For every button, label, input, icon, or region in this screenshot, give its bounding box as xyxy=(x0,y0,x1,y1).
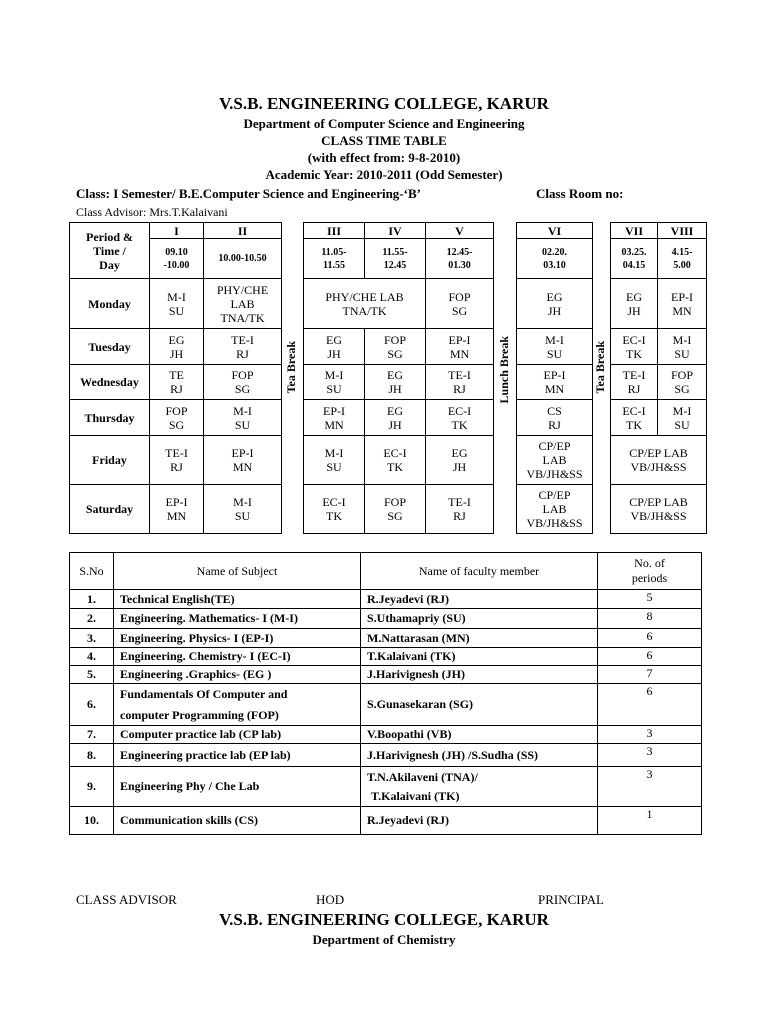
day-row xyxy=(70,436,707,485)
college-title-footer: V.S.B. ENGINEERING COLLEGE, KARUR xyxy=(219,910,549,929)
table-row: 7. Computer practice lab (CP lab) V.Boopathi (VB) 3 xyxy=(70,726,702,744)
day-name: Friday xyxy=(70,436,150,485)
slot: EC-I TK xyxy=(611,400,658,436)
slot: EC-I TK xyxy=(304,485,365,534)
period-header: VII xyxy=(611,223,658,239)
class-room: Class Room no: xyxy=(536,186,624,201)
table-row: 5. Engineering .Graphics- (EG ) J.Harivignesh (JH) 7 xyxy=(70,666,702,684)
slot: PHY/CHE LAB TNA/TK xyxy=(204,279,282,329)
slot: M-I SU xyxy=(658,400,707,436)
slot: PHY/CHE LAB TNA/TK xyxy=(304,279,426,329)
period-header: VIII xyxy=(658,223,707,239)
slot: TE-I RJ xyxy=(611,365,658,400)
day-name: Tuesday xyxy=(70,329,150,365)
slot: EG JH xyxy=(365,365,426,400)
slot: FOP SG xyxy=(426,279,494,329)
slot: EP-I MN xyxy=(658,279,707,329)
slot: EG JH xyxy=(365,400,426,436)
slot: EP-I MN xyxy=(304,400,365,436)
slot: EG JH xyxy=(150,329,204,365)
timetable xyxy=(69,222,707,534)
header-subject: Name of Subject xyxy=(114,553,361,590)
day-name: Monday xyxy=(70,279,150,329)
period-header: IV xyxy=(365,223,426,239)
table-row: 9. Engineering Phy / Che Lab T.N.Akilaveni (TNA)/ T.Kalaivani (TK) 3 xyxy=(70,767,702,807)
period-header: II xyxy=(204,223,282,239)
signature-principal: PRINCIPAL xyxy=(538,892,604,907)
slot: M-I SU xyxy=(150,279,204,329)
slot: CP/EP LAB VB/JH&SS xyxy=(611,485,707,534)
slot: CP/EP LAB VB/JH&SS xyxy=(517,436,593,485)
slot: FOP SG xyxy=(365,485,426,534)
slot: EP-I MN xyxy=(204,436,282,485)
table-row: 10. Communication skills (CS) R.Jeyadevi (RJ) 1 xyxy=(70,807,702,835)
day-row xyxy=(70,485,707,534)
period-time: 09.10 -10.00 xyxy=(150,239,204,279)
slot: TE-I RJ xyxy=(150,436,204,485)
header-periods: No. of periods xyxy=(598,553,702,590)
document-title: CLASS TIME TABLE xyxy=(321,133,447,148)
slot: EG JH xyxy=(517,279,593,329)
slot: EP-I MN xyxy=(426,329,494,365)
table-row: 8. Engineering practice lab (EP lab) J.Harivignesh (JH) /S.Sudha (SS) 3 xyxy=(70,744,702,767)
period-header: I xyxy=(150,223,204,239)
period-header: III xyxy=(304,223,365,239)
class-info: Class: I Semester/ B.E.Computer Science and Engineering-‘B’ xyxy=(76,186,421,201)
slot: CP/EP LAB VB/JH&SS xyxy=(517,485,593,534)
department-chemistry: Department of Chemistry xyxy=(312,932,456,947)
slot: M-I SU xyxy=(304,436,365,485)
slot: FOP SG xyxy=(365,329,426,365)
lunch-break-label: Lunch Break xyxy=(497,335,511,403)
tea-break-column xyxy=(282,223,304,534)
college-title: V.S.B. ENGINEERING COLLEGE, KARUR xyxy=(219,94,549,113)
period-time: 11.05- 11.55 xyxy=(304,239,365,279)
slot: M-I SU xyxy=(204,400,282,436)
slot: M-I SU xyxy=(658,329,707,365)
slot: TE RJ xyxy=(150,365,204,400)
header-sno: S.No xyxy=(70,553,114,590)
slot: EG JH xyxy=(304,329,365,365)
signature-hod: HOD xyxy=(316,892,345,907)
day-name: Saturday xyxy=(70,485,150,534)
slot: CP/EP LAB VB/JH&SS xyxy=(611,436,707,485)
day-row xyxy=(70,279,707,329)
subject-table xyxy=(69,552,702,835)
period-header: V xyxy=(426,223,494,239)
slot: EP-I MN xyxy=(517,365,593,400)
slot: EC-I TK xyxy=(426,400,494,436)
period-time: 03.25. 04.15 xyxy=(611,239,658,279)
slot: TE-I RJ xyxy=(426,485,494,534)
slot: M-I SU xyxy=(304,365,365,400)
day-name: Thursday xyxy=(70,400,150,436)
slot: EP-I MN xyxy=(150,485,204,534)
day-row xyxy=(70,400,707,436)
period-time: 12.45- 01.30 xyxy=(426,239,494,279)
header-faculty: Name of faculty member xyxy=(361,553,598,590)
day-row xyxy=(70,329,707,365)
signature-class-advisor: CLASS ADVISOR xyxy=(76,892,177,907)
class-advisor: Class Advisor: Mrs.T.Kalaivani xyxy=(76,205,228,219)
slot: FOP SG xyxy=(204,365,282,400)
period-time: 10.00-10.50 xyxy=(204,239,282,279)
tea-break-label: Tea Break xyxy=(284,340,298,393)
department-name: Department of Computer Science and Engineering xyxy=(243,116,525,131)
academic-year: Academic Year: 2010-2011 (Odd Semester) xyxy=(265,167,503,182)
slot: EG JH xyxy=(611,279,658,329)
period-header: VI xyxy=(517,223,593,239)
slot: TE-I RJ xyxy=(426,365,494,400)
table-row: 1. Technical English(TE) R.Jeyadevi (RJ) 5 xyxy=(70,590,702,609)
slot: EC-I TK xyxy=(611,329,658,365)
effective-date: (with effect from: 9-8-2010) xyxy=(307,150,461,165)
corner-header: Period & Time / Day xyxy=(70,223,150,279)
slot: EC-I TK xyxy=(365,436,426,485)
period-time: 11.55- 12.45 xyxy=(365,239,426,279)
tea-break-label: Tea Break xyxy=(593,340,607,393)
slot: M-I SU xyxy=(204,485,282,534)
slot: M-I SU xyxy=(517,329,593,365)
day-name: Wednesday xyxy=(70,365,150,400)
lunch-break-column xyxy=(494,223,517,534)
table-row: 3. Engineering. Physics- I (EP-I) M.Nattarasan (MN) 6 xyxy=(70,629,702,648)
slot: TE-I RJ xyxy=(204,329,282,365)
period-time: 4.15- 5.00 xyxy=(658,239,707,279)
table-row: 4. Engineering. Chemistry- I (EC-I) T.Kalaivani (TK) 6 xyxy=(70,648,702,666)
slot: EG JH xyxy=(426,436,494,485)
table-row: 6. Fundamentals Of Computer and computer Programming (FOP) S.Gunasekaran (SG) 6 xyxy=(70,684,702,726)
slot: FOP SG xyxy=(658,365,707,400)
period-time: 02.20. 03.10 xyxy=(517,239,593,279)
slot: CS RJ xyxy=(517,400,593,436)
day-row xyxy=(70,365,707,400)
slot: FOP SG xyxy=(150,400,204,436)
tea-break-column xyxy=(593,223,611,534)
table-row: 2. Engineering. Mathematics- I (M-I) S.Uthamapriy (SU) 8 xyxy=(70,609,702,629)
